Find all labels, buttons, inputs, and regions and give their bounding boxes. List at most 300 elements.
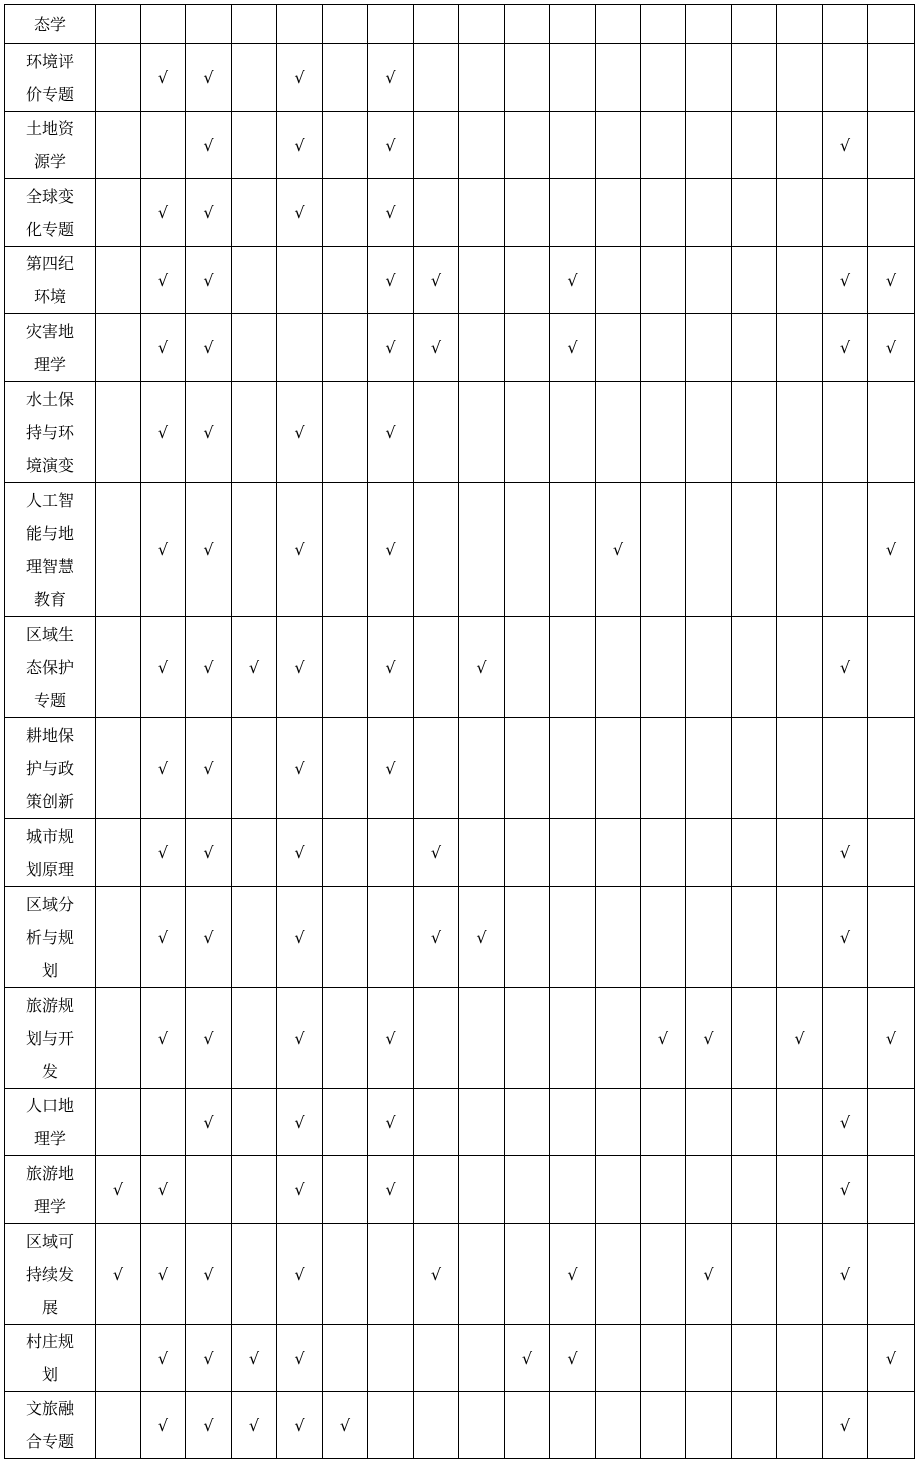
empty-cell (323, 44, 368, 112)
check-mark-cell: √ (868, 247, 915, 314)
empty-cell (868, 1156, 915, 1224)
empty-cell (414, 988, 459, 1089)
check-mark-cell: √ (186, 1089, 232, 1156)
empty-cell (459, 988, 505, 1089)
empty-cell (686, 314, 732, 382)
course-name-line: 划与开 (25, 1028, 74, 1048)
check-mark-cell: √ (323, 1392, 368, 1459)
empty-cell (641, 1325, 686, 1392)
check-mark-cell: √ (641, 988, 686, 1089)
empty-cell (596, 314, 641, 382)
empty-cell (641, 1392, 686, 1459)
empty-cell (596, 1156, 641, 1224)
check-mark-cell: √ (277, 44, 323, 112)
check-mark-cell: √ (823, 617, 868, 718)
empty-cell (596, 112, 641, 179)
empty-cell (686, 179, 732, 247)
empty-cell (686, 5, 732, 44)
course-name-line: 源学 (33, 152, 66, 171)
empty-cell (732, 1392, 777, 1459)
empty-cell (777, 314, 823, 382)
empty-cell (823, 988, 868, 1089)
check-mark-cell: √ (141, 1325, 186, 1392)
empty-cell (686, 819, 732, 887)
empty-cell (777, 483, 823, 617)
empty-cell (823, 5, 868, 44)
empty-cell (823, 1325, 868, 1392)
empty-cell (596, 5, 641, 44)
empty-cell (732, 5, 777, 44)
check-mark-cell: √ (186, 179, 232, 247)
course-name-cell (5, 718, 96, 819)
empty-cell (550, 179, 596, 247)
check-mark-cell: √ (277, 718, 323, 819)
check-mark-cell: √ (368, 179, 414, 247)
empty-cell (505, 44, 550, 112)
empty-cell (777, 382, 823, 483)
check-mark-cell: √ (823, 247, 868, 314)
course-name-cell (5, 44, 96, 112)
empty-cell (459, 483, 505, 617)
check-mark-cell: √ (277, 1224, 323, 1325)
empty-cell (96, 382, 141, 483)
empty-cell (777, 819, 823, 887)
check-mark-cell: √ (414, 1224, 459, 1325)
course-name-cell (5, 179, 96, 247)
check-mark-cell: √ (368, 617, 414, 718)
check-mark-cell: √ (823, 1392, 868, 1459)
empty-cell (368, 1392, 414, 1459)
check-mark-cell: √ (550, 1224, 596, 1325)
course-name-line: 城市规 (25, 826, 74, 846)
empty-cell (232, 382, 277, 483)
empty-cell (596, 1392, 641, 1459)
empty-cell (732, 617, 777, 718)
empty-cell (641, 44, 686, 112)
check-mark-cell: √ (550, 1325, 596, 1392)
check-mark-cell: √ (868, 1325, 915, 1392)
empty-cell (641, 483, 686, 617)
course-name-line: 发 (41, 1061, 58, 1081)
empty-cell (686, 1325, 732, 1392)
check-mark-cell: √ (414, 819, 459, 887)
course-name-line: 旅游地 (25, 1163, 74, 1183)
check-mark-cell: √ (277, 988, 323, 1089)
empty-cell (823, 483, 868, 617)
empty-cell (232, 819, 277, 887)
empty-cell (459, 5, 505, 44)
check-mark-cell: √ (550, 247, 596, 314)
course-name-line: 价专题 (25, 84, 74, 104)
empty-cell (96, 179, 141, 247)
course-name-line: 专题 (33, 690, 66, 710)
empty-cell (141, 5, 186, 44)
course-name-cell (5, 988, 96, 1089)
check-mark-cell: √ (186, 819, 232, 887)
table-row (5, 44, 915, 112)
empty-cell (596, 887, 641, 988)
check-mark-cell: √ (823, 819, 868, 887)
empty-cell (505, 483, 550, 617)
empty-cell (323, 887, 368, 988)
check-mark-cell: √ (141, 988, 186, 1089)
empty-cell (641, 819, 686, 887)
empty-cell (732, 483, 777, 617)
course-name-cell (5, 1156, 96, 1224)
empty-cell (596, 247, 641, 314)
empty-cell (596, 1224, 641, 1325)
course-name-cell (5, 382, 96, 483)
check-mark-cell: √ (868, 988, 915, 1089)
empty-cell (96, 1089, 141, 1156)
check-mark-cell: √ (414, 314, 459, 382)
empty-cell (550, 5, 596, 44)
empty-cell (868, 718, 915, 819)
empty-cell (732, 1224, 777, 1325)
empty-cell (550, 112, 596, 179)
empty-cell (505, 5, 550, 44)
check-mark-cell: √ (232, 1325, 277, 1392)
check-mark-cell: √ (96, 1156, 141, 1224)
check-mark-cell: √ (823, 887, 868, 988)
check-mark-cell: √ (414, 887, 459, 988)
check-mark-cell: √ (277, 887, 323, 988)
empty-cell (686, 1156, 732, 1224)
check-mark-cell: √ (277, 112, 323, 179)
empty-cell (596, 44, 641, 112)
empty-cell (323, 1156, 368, 1224)
empty-cell (459, 1224, 505, 1325)
course-name-line: 环境评 (25, 51, 74, 71)
course-name-line: 持续发 (25, 1264, 74, 1284)
empty-cell (459, 1392, 505, 1459)
course-name-cell (5, 1392, 96, 1459)
empty-cell (505, 988, 550, 1089)
table-row (5, 179, 915, 247)
course-name-line: 区域可 (25, 1231, 74, 1251)
empty-cell (505, 314, 550, 382)
empty-cell (323, 247, 368, 314)
check-mark-cell: √ (368, 382, 414, 483)
empty-cell (186, 5, 232, 44)
empty-cell (368, 1325, 414, 1392)
course-name-line: 文旅融 (25, 1399, 74, 1418)
course-matrix-table (4, 4, 915, 1459)
empty-cell (96, 247, 141, 314)
empty-cell (550, 1089, 596, 1156)
empty-cell (641, 314, 686, 382)
empty-cell (414, 5, 459, 44)
check-mark-cell: √ (368, 1156, 414, 1224)
empty-cell (459, 1089, 505, 1156)
check-mark-cell: √ (96, 1224, 141, 1325)
empty-cell (414, 1392, 459, 1459)
empty-cell (641, 1224, 686, 1325)
check-mark-cell: √ (823, 1224, 868, 1325)
empty-cell (368, 5, 414, 44)
empty-cell (459, 718, 505, 819)
course-name-cell (5, 617, 96, 718)
empty-cell (777, 1392, 823, 1459)
course-name-line: 能与地 (25, 523, 74, 543)
empty-cell (232, 1224, 277, 1325)
table-row (5, 1325, 915, 1392)
table-row (5, 988, 915, 1089)
empty-cell (186, 1156, 232, 1224)
course-name-line: 教育 (33, 589, 66, 609)
empty-cell (459, 179, 505, 247)
empty-cell (732, 44, 777, 112)
empty-cell (777, 617, 823, 718)
course-name-line: 划原理 (25, 859, 74, 879)
table-row (5, 5, 915, 44)
empty-cell (96, 44, 141, 112)
empty-cell (232, 5, 277, 44)
empty-cell (505, 718, 550, 819)
empty-cell (96, 1325, 141, 1392)
empty-cell (414, 1325, 459, 1392)
course-name-line: 水土保 (25, 389, 74, 409)
empty-cell (96, 1392, 141, 1459)
course-name-line: 人口地 (25, 1096, 74, 1115)
empty-cell (232, 483, 277, 617)
empty-cell (323, 382, 368, 483)
empty-cell (414, 617, 459, 718)
empty-cell (641, 5, 686, 44)
check-mark-cell: √ (277, 617, 323, 718)
empty-cell (96, 314, 141, 382)
table-row (5, 819, 915, 887)
table-row (5, 1392, 915, 1459)
table-row (5, 382, 915, 483)
course-name-line: 环境 (33, 287, 66, 306)
check-mark-cell: √ (868, 314, 915, 382)
empty-cell (732, 1156, 777, 1224)
course-name-line: 区域生 (25, 624, 74, 644)
course-name-line: 第四纪 (25, 254, 74, 273)
empty-cell (505, 179, 550, 247)
empty-cell (641, 247, 686, 314)
empty-cell (96, 617, 141, 718)
empty-cell (505, 1089, 550, 1156)
empty-cell (232, 44, 277, 112)
empty-cell (641, 1156, 686, 1224)
empty-cell (596, 1325, 641, 1392)
empty-cell (686, 483, 732, 617)
course-name-cell (5, 112, 96, 179)
empty-cell (550, 1392, 596, 1459)
empty-cell (868, 1224, 915, 1325)
empty-cell (641, 1089, 686, 1156)
course-name-line: 耕地保 (25, 725, 74, 745)
table-row (5, 247, 915, 314)
empty-cell (732, 718, 777, 819)
empty-cell (414, 44, 459, 112)
empty-cell (368, 887, 414, 988)
check-mark-cell: √ (186, 247, 232, 314)
empty-cell (459, 1325, 505, 1392)
check-mark-cell: √ (277, 1325, 323, 1392)
empty-cell (550, 1156, 596, 1224)
empty-cell (823, 44, 868, 112)
empty-cell (141, 1089, 186, 1156)
empty-cell (596, 617, 641, 718)
check-mark-cell: √ (186, 314, 232, 382)
empty-cell (505, 382, 550, 483)
empty-cell (414, 179, 459, 247)
empty-cell (641, 112, 686, 179)
course-name-line: 合专题 (25, 1432, 74, 1451)
empty-cell (686, 617, 732, 718)
empty-cell (414, 382, 459, 483)
empty-cell (823, 718, 868, 819)
empty-cell (732, 1089, 777, 1156)
empty-cell (732, 247, 777, 314)
empty-cell (96, 887, 141, 988)
empty-cell (505, 247, 550, 314)
empty-cell (686, 718, 732, 819)
course-name-line: 区域分 (25, 894, 74, 914)
course-name-line: 理学 (33, 1129, 66, 1148)
empty-cell (596, 988, 641, 1089)
empty-cell (732, 314, 777, 382)
empty-cell (641, 887, 686, 988)
empty-cell (323, 988, 368, 1089)
check-mark-cell: √ (505, 1325, 550, 1392)
empty-cell (323, 1089, 368, 1156)
empty-cell (550, 887, 596, 988)
check-mark-cell: √ (868, 483, 915, 617)
course-name-line: 境演变 (25, 455, 74, 475)
matrix-body (5, 5, 915, 1459)
check-mark-cell: √ (277, 1156, 323, 1224)
check-mark-cell: √ (368, 1089, 414, 1156)
check-mark-cell: √ (823, 112, 868, 179)
empty-cell (732, 382, 777, 483)
empty-cell (459, 44, 505, 112)
empty-cell (96, 483, 141, 617)
check-mark-cell: √ (550, 314, 596, 382)
empty-cell (414, 483, 459, 617)
course-name-cell (5, 1224, 96, 1325)
empty-cell (277, 247, 323, 314)
empty-cell (323, 617, 368, 718)
course-name-line: 态保护 (25, 657, 74, 677)
empty-cell (459, 112, 505, 179)
check-mark-cell: √ (186, 382, 232, 483)
check-mark-cell: √ (141, 483, 186, 617)
empty-cell (232, 988, 277, 1089)
empty-cell (823, 382, 868, 483)
empty-cell (323, 5, 368, 44)
empty-cell (459, 314, 505, 382)
check-mark-cell: √ (141, 819, 186, 887)
empty-cell (459, 247, 505, 314)
empty-cell (323, 1325, 368, 1392)
empty-cell (505, 112, 550, 179)
empty-cell (777, 247, 823, 314)
course-name-line: 旅游规 (25, 995, 74, 1015)
empty-cell (868, 44, 915, 112)
empty-cell (459, 382, 505, 483)
empty-cell (505, 1156, 550, 1224)
empty-cell (232, 718, 277, 819)
empty-cell (641, 617, 686, 718)
empty-cell (323, 314, 368, 382)
empty-cell (323, 718, 368, 819)
check-mark-cell: √ (277, 179, 323, 247)
check-mark-cell: √ (186, 112, 232, 179)
empty-cell (323, 819, 368, 887)
empty-cell (505, 1224, 550, 1325)
empty-cell (777, 1156, 823, 1224)
check-mark-cell: √ (232, 617, 277, 718)
empty-cell (777, 5, 823, 44)
empty-cell (323, 483, 368, 617)
empty-cell (732, 988, 777, 1089)
course-name-cell (5, 887, 96, 988)
table-row (5, 617, 915, 718)
empty-cell (96, 5, 141, 44)
empty-cell (277, 5, 323, 44)
empty-cell (641, 382, 686, 483)
empty-cell (232, 887, 277, 988)
course-name-cell (5, 1089, 96, 1156)
empty-cell (414, 112, 459, 179)
course-name-cell (5, 314, 96, 382)
empty-cell (323, 112, 368, 179)
empty-cell (868, 179, 915, 247)
table-row (5, 887, 915, 988)
check-mark-cell: √ (141, 44, 186, 112)
course-name-cell (5, 1325, 96, 1392)
empty-cell (777, 718, 823, 819)
check-mark-cell: √ (414, 247, 459, 314)
empty-cell (96, 718, 141, 819)
empty-cell (505, 617, 550, 718)
course-name-line: 护与政 (25, 758, 74, 778)
check-mark-cell: √ (368, 247, 414, 314)
empty-cell (596, 382, 641, 483)
empty-cell (96, 988, 141, 1089)
course-name-line: 灾害地 (25, 321, 74, 341)
empty-cell (732, 819, 777, 887)
check-mark-cell: √ (141, 247, 186, 314)
empty-cell (505, 1392, 550, 1459)
empty-cell (323, 1224, 368, 1325)
empty-cell (641, 179, 686, 247)
empty-cell (550, 819, 596, 887)
table-row (5, 112, 915, 179)
empty-cell (550, 617, 596, 718)
empty-cell (232, 247, 277, 314)
check-mark-cell: √ (823, 1156, 868, 1224)
check-mark-cell: √ (186, 1392, 232, 1459)
course-name-line: 策创新 (25, 791, 74, 811)
check-mark-cell: √ (141, 314, 186, 382)
empty-cell (550, 483, 596, 617)
empty-cell (686, 887, 732, 988)
check-mark-cell: √ (368, 988, 414, 1089)
empty-cell (596, 179, 641, 247)
check-mark-cell: √ (368, 314, 414, 382)
empty-cell (596, 1089, 641, 1156)
table-row (5, 718, 915, 819)
empty-cell (686, 44, 732, 112)
course-name-line: 划 (41, 1365, 58, 1384)
empty-cell (368, 819, 414, 887)
empty-cell (868, 5, 915, 44)
